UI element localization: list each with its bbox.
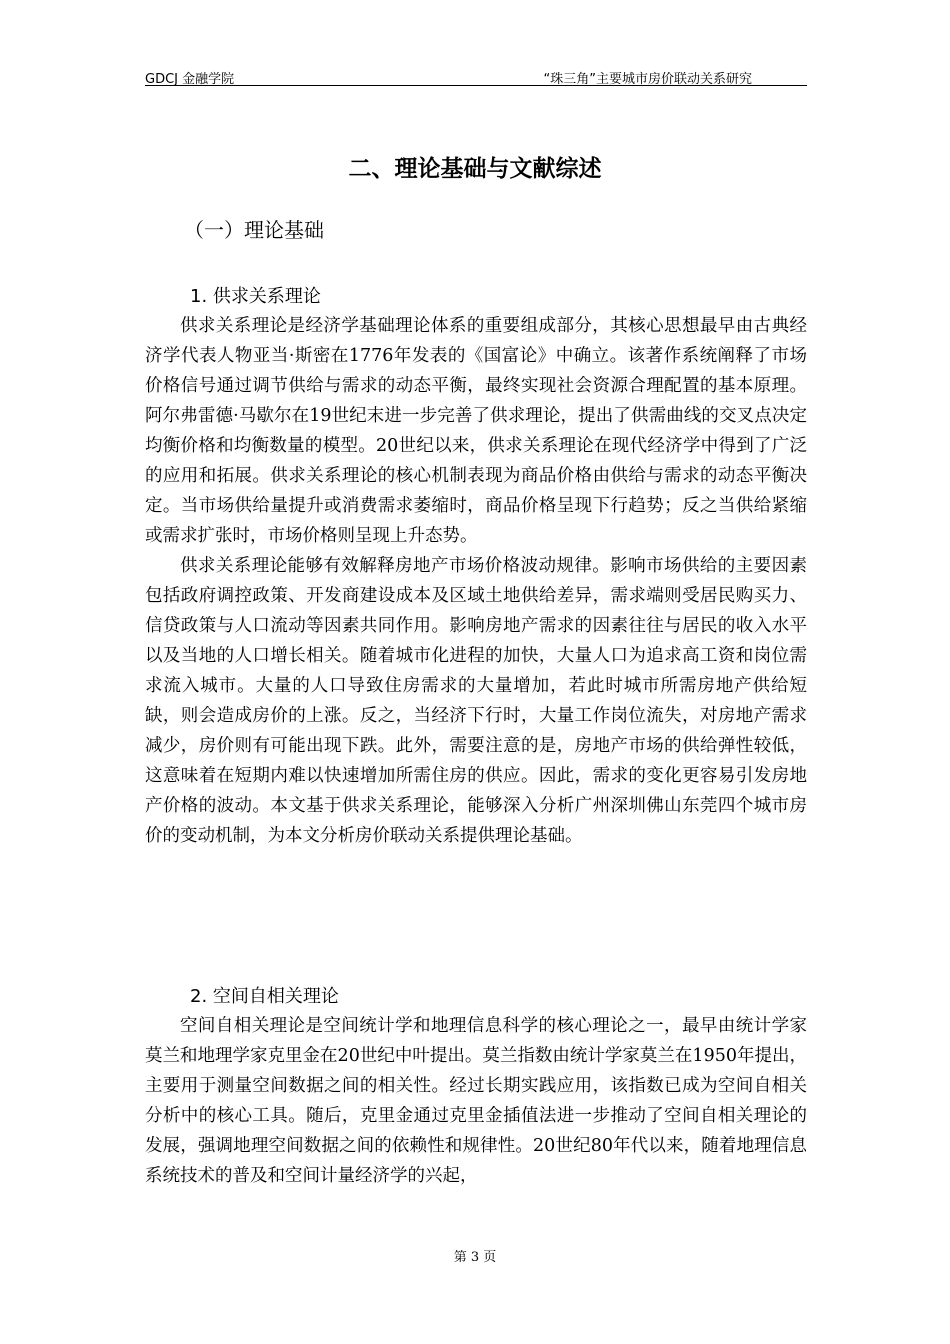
running-header-left: GDCJ 金融学院 bbox=[145, 72, 235, 87]
subsection-body-spatial-autocorrelation bbox=[145, 1011, 807, 1191]
paragraph: 供求关系理论是经济学基础理论体系的重要组成部分，其核心思想最早由古典经济学代表人物亚当·斯密在1776年发表的《国富论》中确立。该著作系统阐释了市场价格信号通过调节供给与需求的动态平衡，最终实现社会资源合理配置的基本原理。阿尔弗雷德·马歇尔在19世纪末进一步完善了供求理论，提出了供需曲线的交叉点决定均衡价格和均衡数量的模型。20世纪以来，供求关系理论在现代经济学中得到了广泛的应用和拓展。供求关系理论的核心机制表现为商品价格由供给与需求的动态平衡决定。当市场供给量提升或消费需求萎缩时，商品价格呈现下行趋势；反之当供给紧缩或需求扩张时，市场价格则呈现上升态势。 bbox=[145, 316, 807, 546]
paragraph: 空间自相关理论是空间统计学和地理信息科学的核心理论之一，最早由统计学家莫兰和地理学家克里金在20世纪中叶提出。莫兰指数由统计学家莫兰在1950年提出，主要用于测量空间数据之间的相关性。经过长期实践应用，该指数已成为空间自相关分析中的核心工具。随后，克里金通过克里金插值法进一步推动了空间自相关理论的发展，强调地理空间数据之间的依赖性和规律性。20世纪80年代以来，随着地理信息系统技术的普及和空间计量经济学的兴起， bbox=[145, 1016, 807, 1186]
chapter-title: 二、理论基础与文献综述 bbox=[348, 156, 602, 182]
page-number: 第 3 页 bbox=[453, 1250, 497, 1265]
subsection-title-supply-demand: 1. 供求关系理论 bbox=[190, 286, 321, 307]
section-title: （一）理论基础 bbox=[184, 218, 324, 242]
subsection-body-supply-demand bbox=[145, 311, 807, 851]
running-header-right: “珠三角”主要城市房价联动关系研究 bbox=[543, 72, 752, 87]
paragraph: 供求关系理论能够有效解释房地产市场价格波动规律。影响市场供给的主要因素包括政府调控政策、开发商建设成本及区域土地供给差异，需求端则受居民购买力、信贷政策与人口流动等因素共同作用。影响房地产需求的因素往往与居民的收入水平以及当地的人口增长相关。随着城市化进程的加快，大量人口为追求高工资和岗位需求流入城市。大量的人口导致住房需求的大量增加，若此时城市所需房地产供给短缺，则会造成房价的上涨。反之，当经济下行时，大量工作岗位流失，对房地产需求减少，房价则有可能出现下跌。此外，需要注意的是，房地产市场的供给弹性较低，这意味着在短期内难以快速增加所需住房的供应。因此，需求的变化更容易引发房地产价格的波动。本文基于供求关系理论，能够深入分析广州深圳佛山东莞四个城市房价的变动机制，为本文分析房价联动关系提供理论基础。 bbox=[145, 556, 807, 846]
header-rule bbox=[145, 85, 807, 86]
subsection-title-spatial-autocorrelation: 2. 空间自相关理论 bbox=[190, 986, 339, 1007]
